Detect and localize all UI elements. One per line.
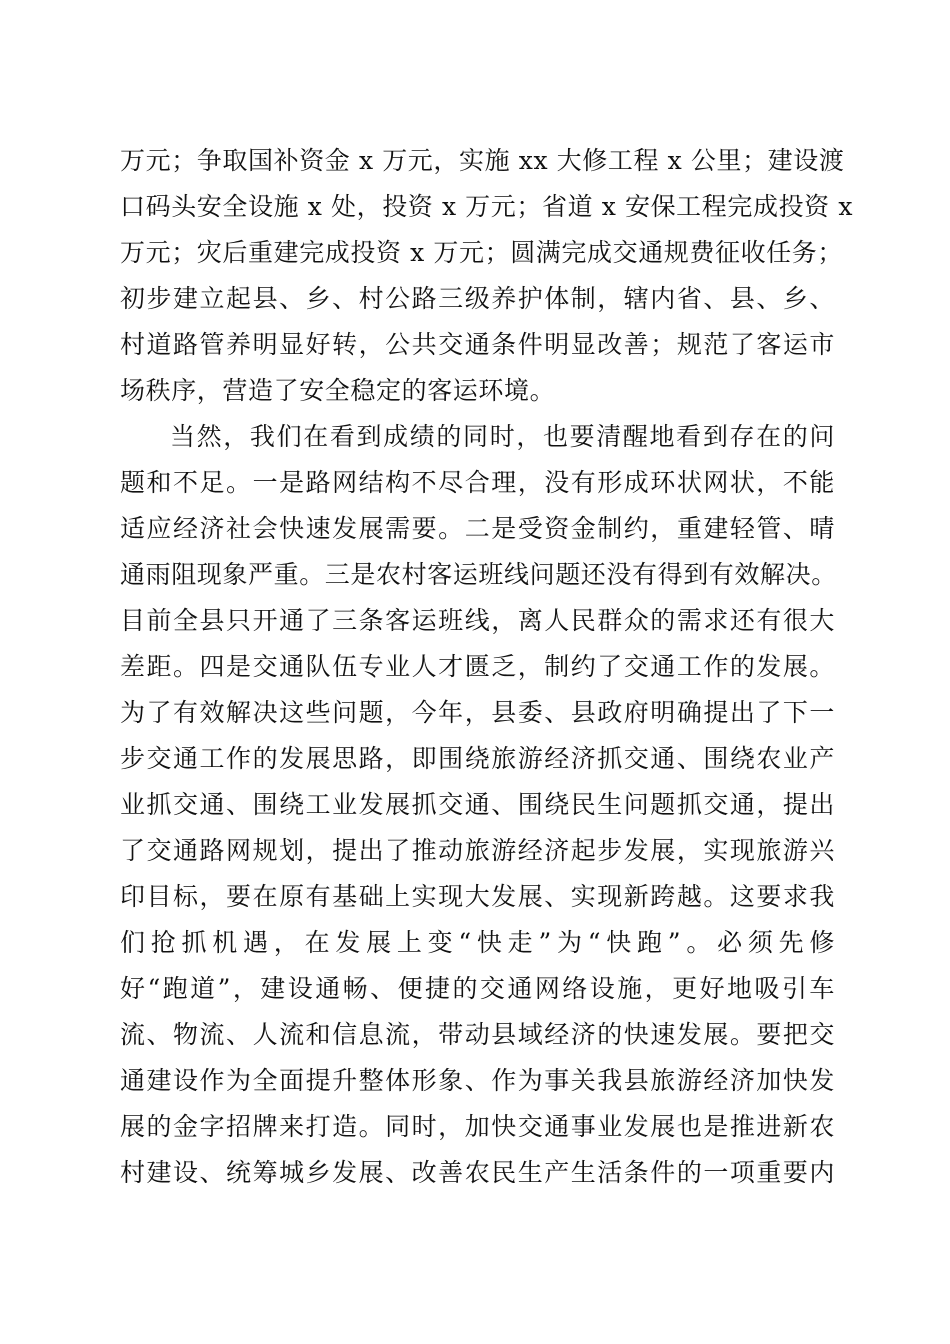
text-line: 业抓交通、围绕工业发展抓交通、围绕民生问题抓交通，提出 bbox=[120, 790, 835, 819]
text-line: 口码头安全设施 x 处，投资 x 万元；省道 x 安保工程完成投资 x bbox=[120, 192, 854, 221]
paragraph-start-line: 当然，我们在看到成绩的同时，也要清醒地看到存在的问 bbox=[170, 422, 835, 451]
text-line: 万元；争取国补资金 x 万元，实施 xx 大修工程 x 公里；建设渡 bbox=[120, 146, 845, 175]
text-line: 场秩序，营造了安全稳定的客运环境。 bbox=[120, 376, 556, 405]
text-line: 适应经济社会快速发展需要。二是受资金制约，重建轻管、晴 bbox=[120, 514, 835, 543]
text-line: 村建设、统筹城乡发展、改善农民生产生活条件的一项重要内 bbox=[120, 1158, 835, 1187]
text-line: 万元；灾后重建完成投资 x 万元；圆满完成交通规费征收任务； bbox=[120, 238, 843, 267]
text-line: 目前全县只开通了三条客运班线，离人民群众的需求还有很大 bbox=[120, 606, 835, 635]
text-line: 步交通工作的发展思路，即围绕旅游经济抓交通、围绕农业产 bbox=[120, 744, 835, 773]
text-line: 村道路管养明显好转，公共交通条件明显改善；规范了客运市 bbox=[120, 330, 835, 359]
text-line: 通雨阻现象严重。三是农村客运班线问题还没有得到有效解决。 bbox=[120, 560, 837, 589]
text-line: 为了有效解决这些问题，今年，县委、县政府明确提出了下一 bbox=[120, 698, 835, 727]
text-line: 流、物流、人流和信息流，带动县域经济的快速发展。要把交 bbox=[120, 1020, 835, 1049]
text-line: 初步建立起县、乡、村公路三级养护体制，辖内省、县、乡、 bbox=[120, 284, 835, 313]
text-line: 展的金字招牌来打造。同时，加快交通事业发展也是推进新农 bbox=[120, 1112, 835, 1141]
text-line: 题和不足。一是路网结构不尽合理，没有形成环状网状，不能 bbox=[120, 468, 835, 497]
text-line: 印目标，要在原有基础上实现大发展、实现新跨越。这要求我 bbox=[120, 882, 835, 911]
text-line: 通建设作为全面提升整体形象、作为事关我县旅游经济加快发 bbox=[120, 1066, 835, 1095]
text-line: 差距。四是交通队伍专业人才匮乏，制约了交通工作的发展。 bbox=[120, 652, 835, 681]
body-text bbox=[120, 138, 854, 1196]
text-line: 们抢抓机遇，在发展上变“快走”为“快跑”。必须先修 bbox=[120, 928, 835, 957]
text-line: 了交通路网规划，提出了推动旅游经济起步发展，实现旅游兴 bbox=[120, 836, 835, 865]
text-line: 好“跑道”，建设通畅、便捷的交通网络设施，更好地吸引车 bbox=[120, 974, 835, 1003]
